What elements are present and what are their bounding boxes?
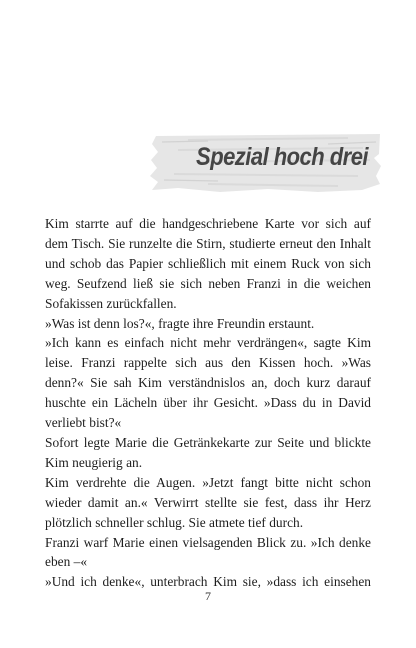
chapter-title: Spezial hoch drei — [196, 143, 368, 171]
body-text — [45, 214, 371, 592]
page-number: 7 — [205, 589, 211, 603]
paragraph: Kim starrte auf die handgeschriebene Karte vor sich auf dem Tisch. Sie runzelte die Stirn, studierte erneut den Inhalt und schob das Papier schließlich mit einem Ruck von sich weg. Seufzend ließ sie sich neben Franzi in die weichen Sofakissen zurückfallen. — [45, 216, 371, 311]
paragraph: »Und ich denke«, unterbrach Kim sie, »dass ich einsehen — [45, 574, 371, 590]
paragraph: Kim verdrehte die Augen. »Jetzt fangt bitte nicht schon wieder damit an.« Verwirrt stellte sie fest, dass ihr Herz plötzlich schneller schlug. Sie atmete tief durch. — [45, 474, 371, 530]
paragraph: »Was ist denn los?«, fragte ihre Freundin erstaunt. — [45, 315, 315, 331]
paragraph: Sofort legte Marie die Getränkekarte zur Seite und blickte Kim neugierig an. — [45, 434, 371, 470]
paragraph: »Ich kann es einfach nicht mehr verdrängen«, sagte Kim leise. Franzi rappelte sich aus den Kissen hoch. »Was denn?« Sie sah Kim verständnislos an, doch kurz darauf huschte ein Lächeln über ihr Gesicht. »Dass du in David verliebt bist?« — [45, 335, 371, 431]
chapter-heading — [148, 132, 382, 198]
paragraph: Franzi warf Marie einen vielsagenden Blick zu. »Ich denke eben –« — [45, 534, 371, 570]
